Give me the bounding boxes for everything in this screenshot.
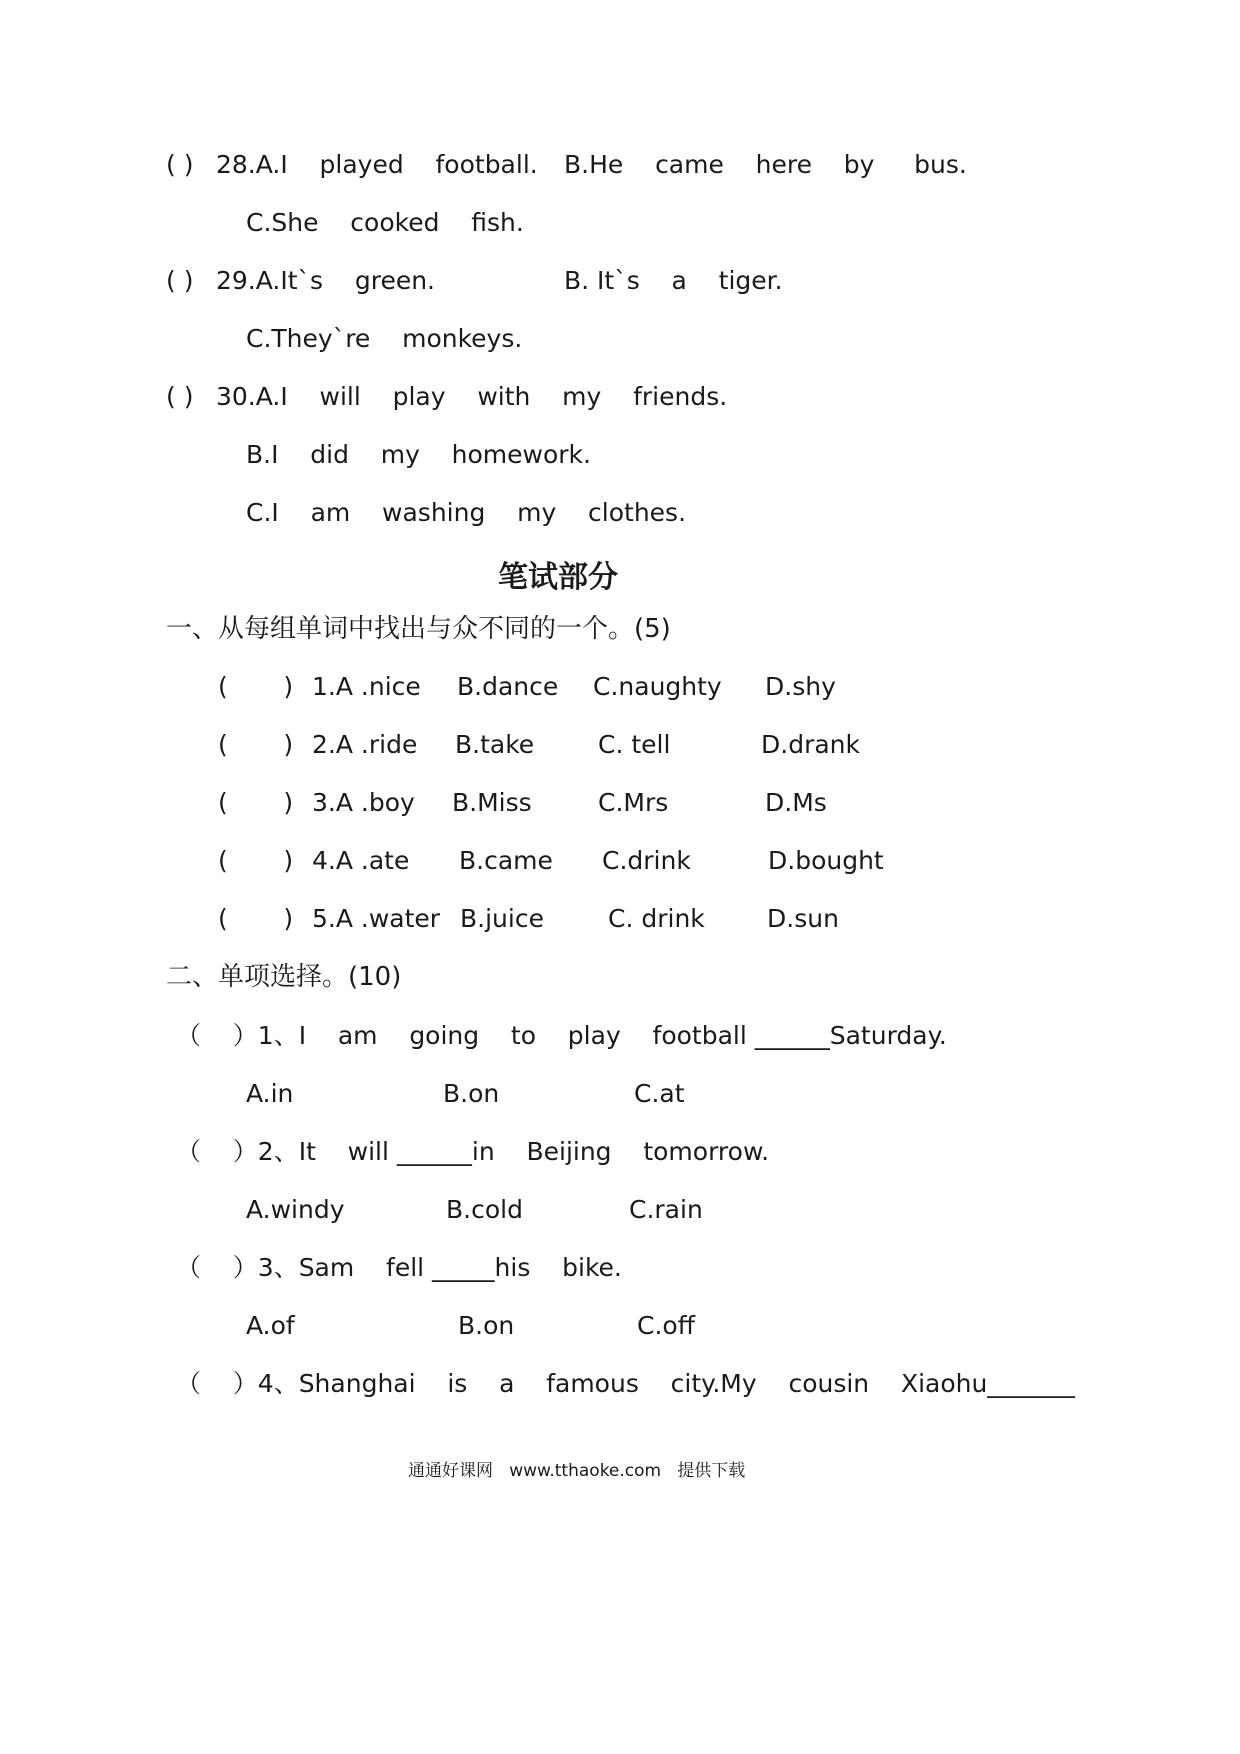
answer-paren[interactable]: ( ) xyxy=(218,730,294,759)
option-c: C.drink xyxy=(602,846,691,875)
answer-paren[interactable]: ( ) xyxy=(218,672,294,701)
question-stem: （ ）4、Shanghai is a famous city.My cousin Xiaohu_______ xyxy=(176,1369,1075,1398)
page-footer: 通通好课网 www.tthaoke.com 提供下载 xyxy=(408,1461,746,1481)
option-c: C.Mrs xyxy=(598,788,669,817)
option-b: B.I did my homework. xyxy=(246,440,591,469)
option-b: B.came xyxy=(459,846,553,875)
option-d: D.drank xyxy=(761,730,860,759)
answer-paren[interactable]: ( ) xyxy=(218,904,294,933)
option-b: B.dance xyxy=(457,672,559,701)
option-b: B.take xyxy=(455,730,535,759)
option-c: C.They`re monkeys. xyxy=(246,324,523,353)
answer-paren[interactable]: ( ) xyxy=(218,846,294,875)
option-a: 4.A .ate xyxy=(312,846,410,875)
option-c: C.at xyxy=(634,1079,685,1108)
option-a: 2.A .ride xyxy=(312,730,418,759)
section-1-title: 一、从每组单词中找出与众不同的一个。(5) xyxy=(166,614,671,644)
option-a: A.windy xyxy=(246,1195,345,1224)
option-a: A.in xyxy=(246,1079,294,1108)
option-a: 29.A.It`s green. xyxy=(216,266,436,295)
option-b: B.on xyxy=(443,1079,500,1108)
written-section-title: 笔试部分 xyxy=(498,560,618,595)
option-d: D.shy xyxy=(765,672,836,701)
option-c: C.I am washing my clothes. xyxy=(246,498,687,527)
option-c: C. drink xyxy=(608,904,705,933)
option-d: D.bought xyxy=(768,846,884,875)
option-b: B. It`s a tiger. xyxy=(564,266,783,295)
option-d: D.sun xyxy=(767,904,839,933)
option-b: B.cold xyxy=(446,1195,523,1224)
option-a: 3.A .boy xyxy=(312,788,415,817)
option-a: A.of xyxy=(246,1311,295,1340)
option-b: B.juice xyxy=(460,904,544,933)
option-b: B.He came here by bus. xyxy=(564,150,967,179)
option-b: B.Miss xyxy=(452,788,532,817)
option-a: 28.A.I played football. xyxy=(216,150,538,179)
option-a: 1.A .nice xyxy=(312,672,421,701)
option-c: C.naughty xyxy=(593,672,722,701)
answer-paren[interactable]: ( ) xyxy=(166,266,194,295)
answer-paren[interactable]: ( ) xyxy=(166,382,194,411)
option-a: 30.A.I will play with my friends. xyxy=(216,382,728,411)
answer-paren[interactable]: ( ) xyxy=(166,150,194,179)
option-c: C.rain xyxy=(629,1195,703,1224)
option-c: C.off xyxy=(637,1311,695,1340)
section-2-title: 二、单项选择。(10) xyxy=(166,962,402,992)
option-a: 5.A .water xyxy=(312,904,441,933)
question-stem: （ ）3、Sam fell _____his bike. xyxy=(176,1253,622,1282)
answer-paren[interactable]: ( ) xyxy=(218,788,294,817)
question-stem: （ ）2、It will ______in Beijing tomorrow. xyxy=(176,1137,770,1166)
question-stem: （ ）1、I am going to play football ______Saturday. xyxy=(176,1021,947,1050)
option-b: B.on xyxy=(458,1311,515,1340)
option-c: C. tell xyxy=(598,730,671,759)
option-c: C.She cooked fish. xyxy=(246,208,524,237)
option-d: D.Ms xyxy=(765,788,827,817)
